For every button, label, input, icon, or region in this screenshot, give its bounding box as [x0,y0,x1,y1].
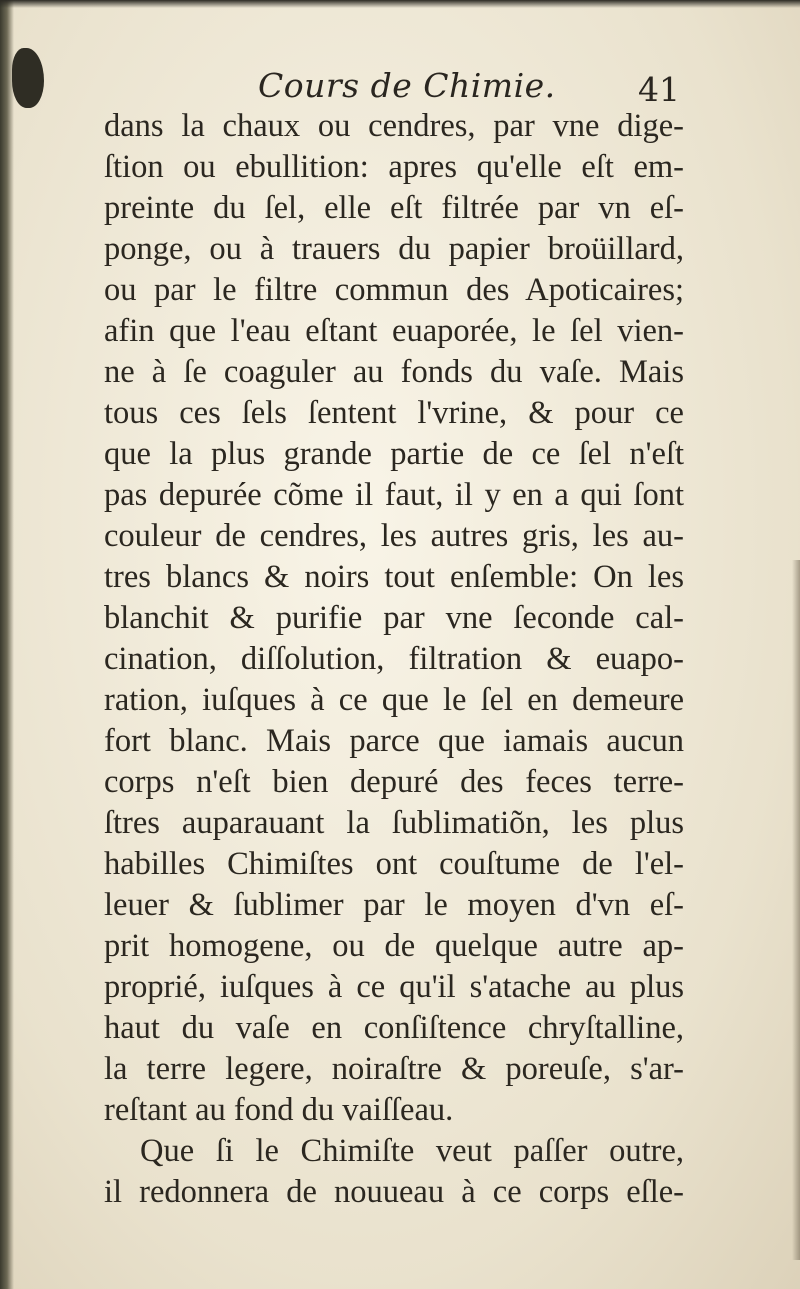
text-line: ne à ſe coaguler au fonds du vaſe. Mais [104,354,684,390]
text-line: couleur de cendres, les autres gris, les au- [104,518,684,554]
text-line: afin que l'eau eſtant euaporée, le ſel vien- [104,313,684,349]
text-line: cination, diſſolution, filtration & euapo- [104,641,684,677]
text-line: preinte du ſel, elle eſt filtrée par vn eſ- [104,190,684,226]
text-line: ration, iuſques à ce que le ſel en demeure [104,682,684,718]
text-line: ſtion ou ebullition: apres qu'elle eſt em- [104,149,684,185]
text-line: il redonnera de nouueau à ce corps eſle- [104,1174,684,1210]
text-line: habilles Chimiſtes ont couſtume de l'el- [104,846,684,882]
paragraph-end-line: reſtant au fond du vaiſſeau. [104,1092,454,1128]
text-line: que la plus grande partie de ce ſel n'eſt [104,436,684,472]
body-text [104,106,684,1213]
text-line: tous ces ſels ſentent l'vrine, & pour ce [104,395,684,431]
text-line: corps n'eſt bien depuré des feces terre- [104,764,684,800]
text-line: pas depurée cõme il faut, il y en a qui ſont [104,477,684,513]
text-line: prit homogene, ou de quelque autre ap- [104,928,684,964]
paragraph-start-line: Que ſi le Chimiſte veut paſſer outre, [140,1133,684,1169]
text-line: la terre legere, noiraſtre & poreuſe, s'ar- [104,1051,684,1087]
text-line: dans la chaux ou cendres, par vne dige- [104,108,684,144]
page-right-edge [792,560,800,1260]
text-line: leuer & ſublimer par le moyen d'vn eſ- [104,887,684,923]
page-number: 41 [638,70,680,109]
running-title: Cours de Chimie. [258,66,556,105]
text-line: proprié, iuſques à ce qu'il s'atache au plus [104,969,684,1005]
page-top-edge [0,0,800,8]
running-head [0,66,800,110]
text-line: ſtres auparauant la ſublimatiõn, les plus [104,805,684,841]
page-gutter-shadow [0,0,14,1289]
text-line: blanchit & purifie par vne ſeconde cal- [104,600,684,636]
text-line: haut du vaſe en conſiſtence chryſtalline, [104,1010,684,1046]
text-line: fort blanc. Mais parce que iamais aucun [104,723,684,759]
text-line: tres blancs & noirs tout enſemble: On les [104,559,684,595]
text-line: ponge, ou à trauers du papier broüillard, [104,231,684,267]
text-line: ou par le filtre commun des Apoticaires; [104,272,684,308]
